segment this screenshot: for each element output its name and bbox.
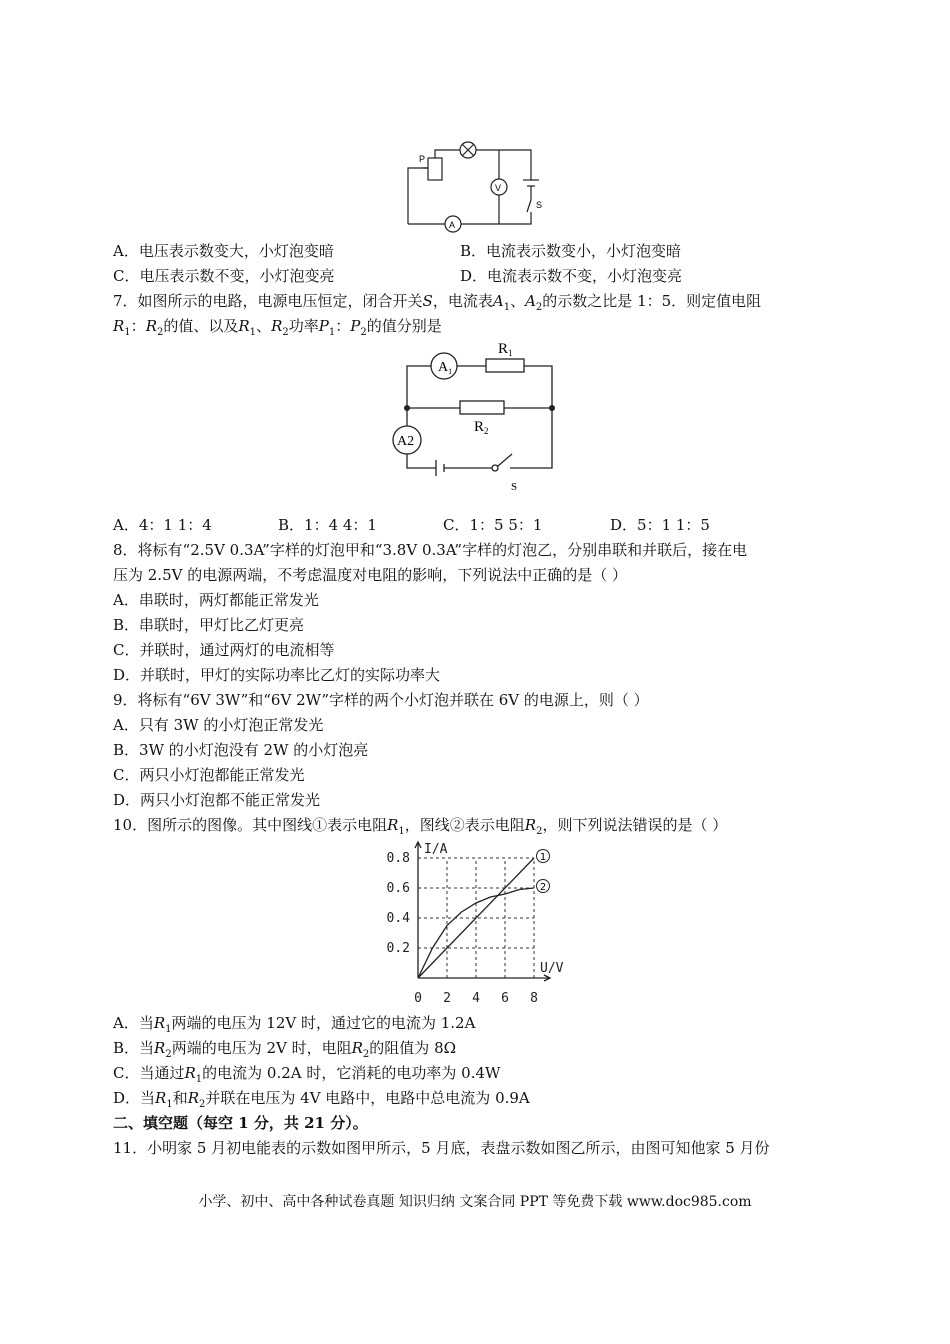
q6-circuit-diagram [403, 138, 543, 233]
q11-stem: 11．小明家 5 月初电能表的示数如图甲所示，5 月底，表盘示数如图乙所示，由图可知他家 5 月份 [113, 1139, 770, 1157]
chart-x-axis-label: U/V [540, 961, 564, 976]
q6-label-p: P [419, 154, 426, 164]
q9-option-b: B．3W 的小灯泡没有 2W 的小灯泡亮 [113, 741, 369, 759]
q6-option-a: A．电压表示数变大，小灯泡变暗 [113, 242, 334, 260]
q8-option-d: D．并联时，甲灯的实际功率比乙灯的实际功率大 [113, 666, 441, 684]
q7-label-a1: $A_1$ [438, 360, 453, 376]
q8-stem-line1: 8．将标有“2.5V 0.3A”字样的灯泡甲和“3.8V 0.3A”字样的灯泡乙，分别串联和并联后，接在电 [113, 541, 748, 559]
q10-option-d: D．当$R_1$和$R_2$并联在电压为 4V 电路中，电路中总电流为 0.9A [113, 1089, 530, 1110]
q10-option-c: C．当通过$R_1$的电流为 0.2A 时，它消耗的电功率为 0.4W [113, 1064, 501, 1085]
q6-label-a: A [449, 220, 456, 230]
q7-stem-line1: 7．如图所示的电路，电源电压恒定，闭合开关S，电流表$A_1$、$A_2$的示数之比是 1：5．则定值电阻 [113, 292, 762, 313]
q9-option-d: D．两只小灯泡都不能正常发光 [113, 791, 321, 809]
chart-legend-label-1: 1 [539, 852, 547, 863]
q6-label-s: S [536, 200, 543, 210]
q7-stem-line2: $R_1$：$R_2$的值、以及$R_1$、$R_2$功率$P_1$：$P_2$的值分别是 [113, 317, 442, 338]
q9-stem: 9．将标有“6V 3W”和“6V 2W”字样的两个小灯泡并联在 6V 的电源上，则（ ） [113, 691, 649, 709]
q7-label-s: S [511, 481, 518, 493]
q6-option-d: D．电流表示数不变，小灯泡变亮 [460, 267, 683, 285]
q8-option-c: C．并联时，通过两灯的电流相等 [113, 641, 335, 659]
q9-option-c: C．两只小灯泡都能正常发光 [113, 766, 305, 784]
chart-y-tick-label: 0.8 [386, 851, 410, 866]
q7-option-a: A．4：1 1：4 [113, 516, 212, 534]
chart-x-tick-label: 2 [443, 991, 451, 1006]
footer-text: 小学、初中、高中各种试卷真题 知识归纳 文案合同 PPT 等免费下载 www.doc985.com [198, 1194, 752, 1210]
q7-label-a2: A2 [397, 434, 415, 449]
q10-stem: 10．图所示的图像。其中图线①表示电阻$R_1$，图线②表示电阻$R_2$，则下列说法错误的是（ ） [113, 816, 728, 837]
q10-option-b: B．当$R_2$两端的电压为 2V 时，电阻$R_2$的阻值为 8Ω [113, 1039, 457, 1060]
q7-option-d: D．5：1 1：5 [610, 516, 710, 534]
q8-option-a: A．串联时，两灯都能正常发光 [113, 591, 319, 609]
q6-option-b: B．电流表示数变小，小灯泡变暗 [460, 242, 682, 260]
q6-option-c: C．电压表示数不变，小灯泡变亮 [113, 267, 335, 285]
q10-iu-chart [370, 840, 570, 1010]
q7-option-b: B．1：4 4：1 [278, 516, 377, 534]
section-title-fill-in: 二、填空题（每空 1 分，共 21 分）。 [113, 1114, 368, 1132]
q7-label-r2: $R_2$ [474, 419, 489, 436]
chart-y-tick-label: 0.6 [386, 881, 410, 896]
chart-y-tick-label: 0.2 [386, 941, 410, 956]
q7-label-r1: $R_1$ [498, 341, 513, 358]
chart-x-tick-label: 0 [414, 991, 422, 1006]
q7-circuit-diagram [388, 335, 563, 495]
chart-x-tick-label: 6 [501, 991, 509, 1006]
q6-label-v: V [495, 183, 502, 193]
chart-x-tick-label: 8 [530, 991, 538, 1006]
q8-stem-line2: 压为 2.5V 的电源两端，不考虑温度对电阻的影响，下列说法中正确的是（ ） [113, 566, 627, 584]
chart-legend-label-2: 2 [539, 882, 547, 893]
q10-option-a: A．当$R_1$两端的电压为 12V 时，通过它的电流为 1.2A [113, 1014, 476, 1035]
q8-option-b: B．串联时，甲灯比乙灯更亮 [113, 616, 305, 634]
chart-x-tick-label: 4 [472, 991, 480, 1006]
chart-y-axis-label: I/A [424, 842, 448, 857]
q7-option-c: C．1：5 5：1 [443, 516, 543, 534]
chart-y-tick-label: 0.4 [386, 911, 410, 926]
q9-option-a: A．只有 3W 的小灯泡正常发光 [113, 716, 324, 734]
